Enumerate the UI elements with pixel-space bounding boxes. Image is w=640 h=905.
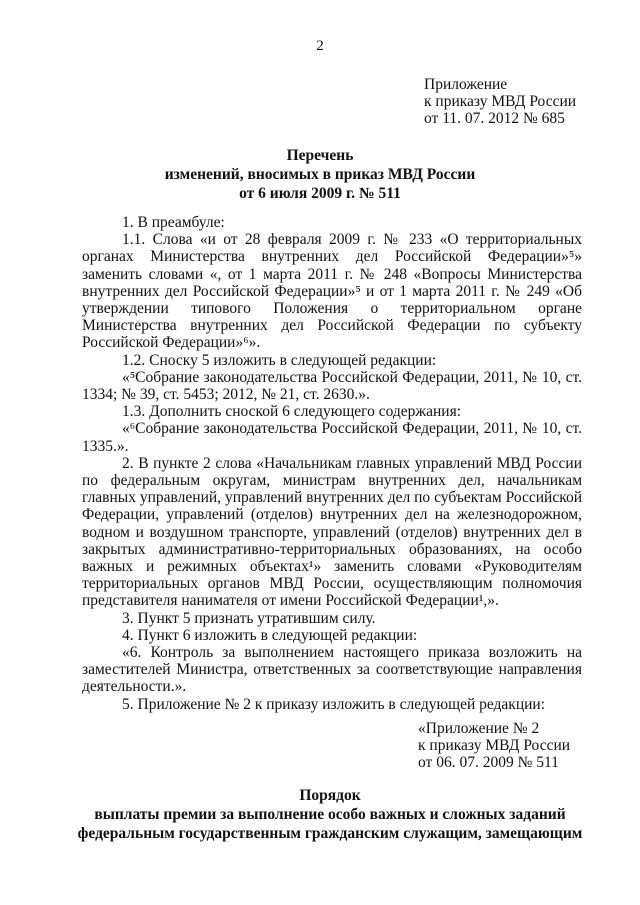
appendix-line-3: от 11. 07. 2012 № 685	[424, 110, 565, 127]
appendix-2-line-2: к приказу МВД России	[418, 737, 571, 754]
appendix-2-header	[418, 720, 570, 771]
procedure-title-line-1: Порядок	[299, 787, 361, 804]
paragraph-4: 4. Пункт 6 изложить в следующей редакции:	[122, 626, 418, 644]
paragraph-1-3: 1.3. Дополнить сноской 6 следующего содержания:	[122, 403, 462, 421]
appendix-line-1: Приложение	[424, 76, 508, 93]
appendix-2-line-1: «Приложение № 2	[418, 720, 540, 737]
title-line-3: от 6 июля 2009 г. № 511	[239, 185, 401, 202]
paragraph-2: 2. В пункте 2 слова «Начальникам главных управлений МВД России по федеральным округам, министрам внутренних дел, начальникам главных управлений, управлений внутренних дел по субъектам Российской Федерации, управлений (отделов) внутренних дел на железнодорожном, водном и воздушном транспорте, управлений (отделов) внутренних дел в закрытых административно-территориальных образованиях, на особо важных и режимных объектах¹» заменить словами «Руководителям территориальных органов МВД России, осуществляющим полномочия представителя нанимателя от имени Российской Федерации¹,».	[82, 454, 582, 610]
procedure-title	[0, 786, 640, 843]
appendix-line-2: к приказу МВД России	[424, 93, 577, 110]
appendix-2-line-3: от 06. 07. 2009 № 511	[418, 754, 559, 771]
appendix-header	[424, 76, 576, 127]
paragraph-1-2-text: «⁵Собрание законодательства Российской Федерации, 2011, № 10, ст. 1334; № 39, ст. 5453; 2012, № 21, ст. 2630.».	[82, 368, 582, 404]
document-body	[82, 214, 582, 713]
paragraph-5: 5. Приложение № 2 к приказу изложить в следующей редакции:	[122, 695, 546, 713]
document-title	[0, 146, 640, 203]
paragraph-1-1: 1.1. Слова «и от 28 февраля 2009 г. № 233 «О территориальных органах Министерства внутренних дел Российской Федерации»⁵» заменить словами «, от 1 марта 2011 г. № 248 «Вопросы Министерства внутренних дел Российской Федерации»⁵ и от 1 марта 2011 г. № 249 «Об утверждении типового Положения о территориальном органе Министерства внутренних дел Российской Федерации по субъекту Российской Федерации»⁶».	[82, 231, 582, 352]
procedure-title-line-3: федеральным государственным гражданским служащим, замещающим	[77, 825, 583, 842]
procedure-title-line-2: выплаты премии за выполнение особо важных и сложных заданий	[94, 806, 566, 823]
title-line-2: изменений, вносимых в приказ МВД России	[164, 166, 476, 183]
paragraph-1: 1. В преамбуле:	[122, 214, 225, 231]
paragraph-4-text: «6. Контроль за выполнением настоящего приказа возложить на заместителей Министра, ответственных за соответствующие направления деятельности.».	[82, 644, 582, 696]
paragraph-1-2: 1.2. Сноску 5 изложить в следующей редакции:	[122, 351, 437, 369]
paragraph-3: 3. Пункт 5 признать утратившим силу.	[122, 609, 376, 627]
paragraph-1-3-text: «⁶Собрание законодательства Российской Федерации, 2011, № 10, ст. 1335.».	[82, 420, 582, 455]
title-line-1: Перечень	[286, 147, 354, 164]
page-number: 2	[316, 38, 324, 54]
